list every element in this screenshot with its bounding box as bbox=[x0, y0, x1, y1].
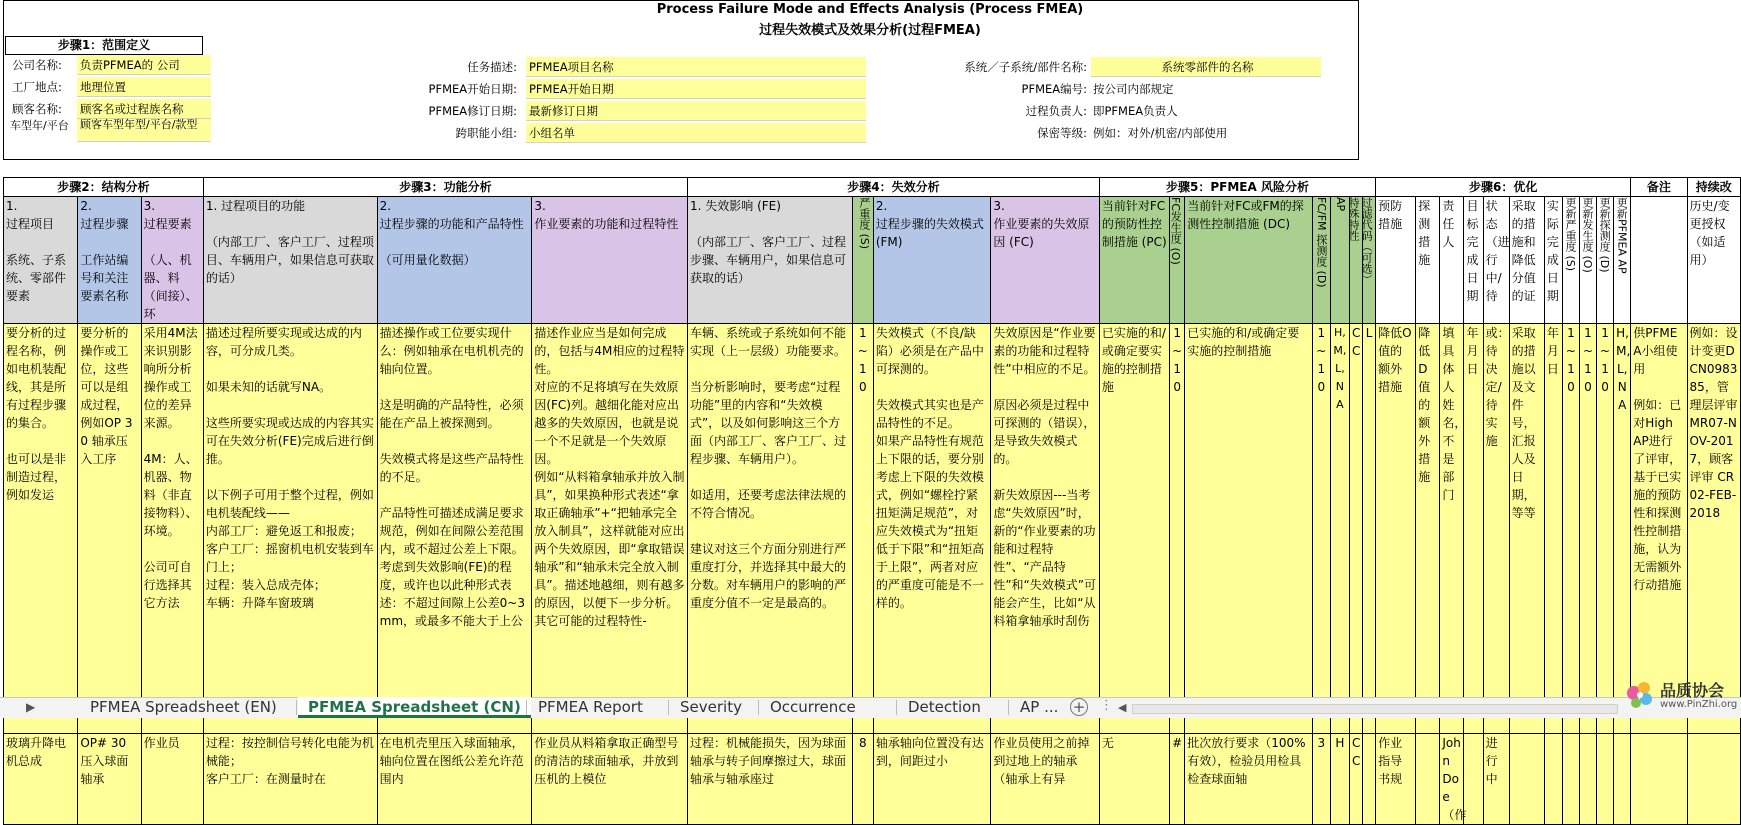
cell-filter-code[interactable]: L bbox=[1363, 324, 1376, 734]
team-label: 跨职能小组: bbox=[455, 126, 517, 140]
cell-ap[interactable]: H bbox=[1330, 734, 1349, 825]
col-step-function[interactable]: 2. 过程步骤的功能和产品特性 （可用量化数据） bbox=[377, 197, 532, 324]
cell-detection[interactable]: 1 ~ 1 0 bbox=[1312, 324, 1330, 734]
cell-new-ap[interactable] bbox=[1614, 734, 1631, 825]
col-filter-code[interactable]: 过滤代码（可选） bbox=[1363, 197, 1376, 324]
tab-pfmea-cn[interactable]: PFMEA Spreadsheet (CN) bbox=[298, 697, 531, 718]
cell-process-element[interactable]: 采用4M法来识别影响所分析操作或工位的差异来源。 4M：人、机器、物料（非直接物料）、环境。 公司可自行选择其它方法 bbox=[141, 324, 203, 734]
tab-divider bbox=[296, 700, 297, 715]
pfmea-table bbox=[3, 177, 1741, 825]
cell-new-ap[interactable]: H, M, L, N A bbox=[1614, 324, 1631, 734]
conf-label: 保密等级: bbox=[1037, 126, 1087, 140]
rev-label: PFMEA修订日期: bbox=[428, 104, 517, 118]
add-sheet-icon[interactable]: + bbox=[1070, 698, 1088, 716]
cell-detection-action[interactable] bbox=[1416, 734, 1440, 825]
task-label: 任务描述: bbox=[467, 60, 517, 74]
col-process-step[interactable]: 2. 过程步骤 工作站编号和关注要素名称 bbox=[78, 197, 141, 324]
tab-occurrence[interactable]: Occurrence bbox=[770, 698, 856, 716]
watermark-cn: 品质协会 bbox=[1660, 681, 1725, 700]
cell-failure-cause[interactable]: 作业员使用之前掉到过地上的轴承（轴承上有异 bbox=[991, 734, 1100, 825]
table-row bbox=[4, 324, 1741, 734]
plant-label: 工厂地点: bbox=[12, 80, 62, 94]
tab-ap[interactable]: AP ... bbox=[1020, 698, 1059, 716]
cell-history[interactable]: 例如：设计变更DCN098385，管理层评审MR07-NOV-2017，顾客评审 CR02-FEB-2018 bbox=[1687, 324, 1740, 734]
cell-failure-mode[interactable]: 失效模式（不良/缺陷）必须是在产品中可探测的。 失效模式其实也是产品特性的不足。 如果产品特性有规范上下限的话，要分别考虑上下限的失效模式，例如“螺栓拧紧扭矩满足规范”，对应失效模式为“扭矩低于下限”和“扭矩高于上限”，两者对应的严重度可能是不一样的。 bbox=[873, 324, 991, 734]
step2-header: 步骤2：结构分析 bbox=[4, 178, 204, 197]
company-cell[interactable]: 负责PFMEA的 公司 bbox=[77, 55, 211, 75]
system-label: 系统／子系统/部件名称: bbox=[964, 60, 1087, 74]
tab-divider bbox=[896, 700, 897, 715]
conf-cell[interactable]: 例如：对外/机密/内部使用 bbox=[1093, 126, 1228, 140]
col-completion-date[interactable]: 实际完成日期 bbox=[1544, 197, 1562, 324]
cell-severity[interactable]: 8 bbox=[852, 734, 873, 825]
cell-special-char[interactable]: C C bbox=[1349, 324, 1362, 734]
cell-process-item[interactable]: 要分析的过程名称，例如电机装配线，其是所有过程步骤的集合。 也可以是非制造过程，例如发运 bbox=[4, 324, 78, 734]
cell-target-date[interactable] bbox=[1464, 734, 1483, 825]
cell-process-element[interactable]: 作业员 bbox=[141, 734, 203, 825]
remarks-header: 备注 bbox=[1631, 178, 1687, 197]
model-cell[interactable]: 顾客车型年型/平台/款型 bbox=[77, 119, 211, 142]
col-prevention-control[interactable]: 当前针对FC的预防性控制措施 (PC) bbox=[1099, 197, 1169, 324]
col-detection-control[interactable]: 当前针对FC或FM的探测性控制措施 (DC) bbox=[1185, 197, 1313, 324]
table-row bbox=[4, 734, 1741, 825]
cell-prevention-control[interactable]: 已实施的和/或确定要实施的控制措施 bbox=[1099, 324, 1169, 734]
col-remarks[interactable] bbox=[1631, 197, 1687, 324]
cell-completion-date[interactable]: 年月日 bbox=[1544, 324, 1562, 734]
cell-process-step[interactable]: 要分析的操作或工位，这些可以是组成过程，例如OP 30 轴承压入工序 bbox=[78, 324, 141, 734]
team-cell[interactable]: 小组名单 bbox=[526, 123, 866, 143]
col-new-detection[interactable]: 更新探测度 (D) bbox=[1597, 197, 1614, 324]
cell-action-taken[interactable] bbox=[1509, 734, 1544, 825]
col-occurrence[interactable]: FC发生度 (O) bbox=[1170, 197, 1185, 324]
cell-step-function[interactable]: 描述操作或工位要实现什么：例如轴承在电机机壳的轴向位置。 这是明确的产品特性，必须能在产品上被探测到。 失效模式将是这些产品特性的不足。 产品特性可描述成满足要求规范，例如在间隙公差范围内，或不超过公差上下限。考虑到失效影响(FE)的程度，或许也以此种形式表述：不超过间隙上公差0~3mm，或最多不能大于上公 bbox=[377, 324, 532, 734]
cell-prevention-control[interactable]: 无 bbox=[1099, 734, 1169, 825]
col-detection-action[interactable]: 探测措施 bbox=[1416, 197, 1440, 324]
sheet-title-cn: 过程失效模式及效果分析(过程FMEA) bbox=[759, 23, 981, 38]
tab-pfmea-en[interactable]: PFMEA Spreadsheet (EN) bbox=[90, 698, 277, 716]
col-ap[interactable]: AP bbox=[1330, 197, 1349, 324]
cell-remarks[interactable]: 供PFMEA小组使用 例如：已对High AP进行了评审，基于已实施的预防性和探测性控制措施，认为无需额外行动措施 bbox=[1631, 324, 1687, 734]
cell-failure-effect[interactable]: 车辆、系统或子系统如何不能实现（上一层级）功能要求。 当分析影响时，要考虑“过程功能”里的内容和“失效模式”，以及如何影响这三个方面（内部工厂、客户工厂、过程步骤、车辆用户）。 如适用，还要考虑法律法规的不符合情况。 建议对这三个方面分别进行严重度打分，并选择其中最大的分数。对车辆用户的影响的严重度分值不一定是最高的。 bbox=[688, 324, 853, 734]
cell-severity[interactable]: 1 ~ 1 0 bbox=[852, 324, 873, 734]
cell-ap[interactable]: H, M, L, NA bbox=[1330, 324, 1349, 734]
step5-header: 步骤5：PFMEA 风险分析 bbox=[1099, 178, 1375, 197]
start-cell[interactable]: PFMEA开始日期 bbox=[526, 79, 866, 99]
cell-new-occurrence[interactable]: 1 ~ 1 0 bbox=[1579, 324, 1596, 734]
cell-step-function[interactable]: 在电机壳里压入球面轴承，轴向位置在图纸公差允许范围内 bbox=[377, 734, 532, 825]
col-history[interactable]: 历史/变更授权（如适用） bbox=[1687, 197, 1740, 324]
cell-element-function[interactable]: 描述作业应当是如何完成的，包括与4M相应的过程特性。 对应的不足将填写在失效原因(FC)列。越细化能对应出越多的失效原因，也就是说一个不足就是一个失效原因。 例如“从料箱拿轴承并放入制具”，如果换种形式表述“拿取正确轴承”+“把轴承完全放入制具”，这样就能对应出两个失效原因，即“拿取错误轴承”和“轴承未完全放入制具”。描述地越细，则有越多的原因，以便下一步分析。 其它可能的过程特性- bbox=[532, 324, 688, 734]
col-failure-effect[interactable]: 1. 失效影响 (FE) （内部工厂、客户工厂、过程步骤、车辆用户，如果信息可获取的话） bbox=[688, 197, 853, 324]
col-special-char[interactable]: 特殊特性 bbox=[1349, 197, 1362, 324]
cell-action-taken[interactable]: 采取的措施以及文件号，汇报人及日期，等等 bbox=[1509, 324, 1544, 734]
cell-detection-action[interactable]: 降低D值的额外措施 bbox=[1416, 324, 1440, 734]
cell-detection[interactable]: 3 bbox=[1312, 734, 1330, 825]
cell-filter-code[interactable] bbox=[1363, 734, 1376, 825]
cell-responsible[interactable]: John Doe（作 bbox=[1440, 734, 1464, 825]
tab-divider bbox=[758, 700, 759, 715]
col-responsible[interactable]: 责任人 bbox=[1440, 197, 1464, 324]
cell-element-function[interactable]: 作业员从料箱拿取正确型号的清洁的球面轴承，并放到压机的上模位 bbox=[532, 734, 688, 825]
step6-header: 步骤6：优化 bbox=[1376, 178, 1631, 197]
cell-prevention-action[interactable]: 降低O值的额外措施 bbox=[1376, 324, 1416, 734]
horizontal-scrollbar[interactable] bbox=[1132, 704, 1618, 714]
cell-new-detection[interactable]: 1 ~ 1 0 bbox=[1597, 324, 1614, 734]
model-label: 车型年/平台 bbox=[10, 119, 69, 132]
col-failure-mode[interactable]: 2. 过程步骤的失效模式 (FM) bbox=[873, 197, 991, 324]
sheet-title-en: Process Failure Mode and Effects Analysis (Process FMEA) bbox=[656, 2, 1084, 17]
col-target-date[interactable]: 目标完成日期 bbox=[1464, 197, 1483, 324]
cell-status[interactable]: 或：待决定/待实施 bbox=[1483, 324, 1509, 734]
start-label: PFMEA开始日期: bbox=[428, 82, 517, 96]
tab-pfmea-report[interactable]: PFMEA Report bbox=[538, 698, 643, 716]
id-label: PFMEA编号: bbox=[1021, 82, 1087, 96]
column-header-row bbox=[4, 197, 1741, 324]
cell-process-step[interactable]: OP# 30 压入球面轴承 bbox=[78, 734, 141, 825]
cell-remarks[interactable] bbox=[1631, 734, 1687, 825]
cell-item-function[interactable]: 描述过程所要实现或达成的内容，可分成几类。 如果未知的话就写NA。 这些所要实现或达成的内容其实可在失效分析(FE)完成后进行倒推。 以下例子可用于整个过程，例如电机装配线—— 内部工厂：避免返工和报废； 客户工厂：摇窗机电机安装到车门上； 过程：装入总成壳体； 车辆：升降车窗玻璃 bbox=[203, 324, 377, 734]
tab-divider bbox=[1008, 700, 1009, 715]
system-cell[interactable]: 系统零部件的名称 bbox=[1091, 57, 1321, 77]
rev-cell[interactable]: 最新修订日期 bbox=[526, 101, 866, 121]
flower-logo-icon bbox=[1620, 675, 1660, 715]
customer-label: 顾客名称: bbox=[12, 102, 62, 116]
cell-status[interactable]: 进行中 bbox=[1483, 734, 1509, 825]
col-action-taken[interactable]: 采取的措施和降低分值的证 bbox=[1509, 197, 1544, 324]
tab-severity[interactable]: Severity bbox=[680, 698, 742, 716]
tab-detection[interactable]: Detection bbox=[908, 698, 981, 716]
cell-detection-control[interactable]: 批次放行要求（100%有效），检验员用检具检查球面轴 bbox=[1185, 734, 1313, 825]
scroll-right-icon[interactable]: ▶ bbox=[26, 700, 36, 714]
col-detection[interactable]: FC/FM 探测度 (D) bbox=[1312, 197, 1330, 324]
cell-target-date[interactable]: 年月日 bbox=[1464, 324, 1483, 734]
col-process-item[interactable]: 1. 过程项目 系统、子系统、零部件要素 bbox=[4, 197, 78, 324]
owner-cell[interactable]: 即PFMEA负责人 bbox=[1093, 104, 1178, 118]
task-cell[interactable]: PFMEA项目名称 bbox=[526, 57, 866, 77]
col-failure-cause[interactable]: 3. 作业要素的失效原因 (FC) bbox=[991, 197, 1100, 324]
cell-special-char[interactable]: C C bbox=[1349, 734, 1362, 825]
col-new-occurrence[interactable]: 更新发生度 (O) bbox=[1579, 197, 1596, 324]
cell-failure-cause[interactable]: 失效原因是“作业要素的功能和过程特性”中相应的不足。 原因必须是过程中可探测的（错误），是导致失效模式的。 新失效原因---当考虑“失效原因”时，新的“作业要素的功能和过程特性”、“产品特性”和“失效模式”可能会产生，比如“从料箱拿轴承时刮伤 bbox=[991, 324, 1100, 734]
col-new-severity[interactable]: 更新严重度 (S) bbox=[1562, 197, 1579, 324]
cell-completion-date[interactable] bbox=[1544, 734, 1562, 825]
cell-occurrence[interactable]: 1 ~ 1 0 bbox=[1170, 324, 1185, 734]
cell-history[interactable] bbox=[1687, 734, 1740, 825]
cell-new-detection[interactable] bbox=[1597, 734, 1614, 825]
cell-prevention-action[interactable]: 作业指导书规 bbox=[1376, 734, 1416, 825]
cell-failure-effect[interactable]: 过程：机械能损失，因为球面轴承与转子间摩擦过大，球面轴承与轴承座过 bbox=[688, 734, 853, 825]
watermark-url: www.PinZhi.org bbox=[1660, 699, 1738, 710]
cell-occurrence[interactable]: # bbox=[1170, 734, 1185, 825]
cell-process-item[interactable]: 玻璃升降电机总成 bbox=[4, 734, 78, 825]
tab-divider bbox=[668, 700, 669, 715]
company-label: 公司名称: bbox=[12, 58, 62, 72]
step4-header: 步骤4：失效分析 bbox=[688, 178, 1100, 197]
col-status[interactable]: 状态（进行中/待 bbox=[1483, 197, 1509, 324]
plant-cell[interactable]: 地理位置 bbox=[77, 77, 211, 97]
step-header-row bbox=[4, 178, 1741, 197]
id-cell[interactable]: 按公司内部规定 bbox=[1093, 82, 1174, 96]
auth-header: 持续改 bbox=[1687, 178, 1740, 197]
cell-failure-mode[interactable]: 轴承轴向位置没有达到，间距过小 bbox=[873, 734, 991, 825]
scroll-left-icon[interactable]: ◀ bbox=[1118, 701, 1127, 714]
cell-new-occurrence[interactable] bbox=[1579, 734, 1596, 825]
cell-new-severity[interactable] bbox=[1562, 734, 1579, 825]
col-severity[interactable]: 严重度 (S) bbox=[852, 197, 873, 324]
col-prevention-action[interactable]: 预防措施 bbox=[1376, 197, 1416, 324]
cell-detection-control[interactable]: 已实施的和/或确定要实施的控制措施 bbox=[1185, 324, 1313, 734]
customer-cell[interactable]: 顾客名或过程族名称 bbox=[77, 99, 211, 119]
owner-label: 过程负责人: bbox=[1025, 104, 1087, 118]
step3-header: 步骤3：功能分析 bbox=[203, 178, 687, 197]
col-process-element[interactable]: 3. 过程要素 （人、机器、料（间接）、环 bbox=[141, 197, 203, 324]
pinzhi-logo bbox=[1620, 675, 1738, 715]
cell-item-function[interactable]: 过程：按控制信号转化电能为机械能； 客户工厂：在测量时在 bbox=[203, 734, 377, 825]
tab-divider bbox=[526, 700, 527, 715]
step1-label: 步骤1：范围定义 bbox=[5, 36, 203, 55]
col-item-function[interactable]: 1. 过程项目的功能 （内部工厂、客户工厂、过程项目、车辆用户，如果信息可获取的话） bbox=[203, 197, 377, 324]
col-element-function[interactable]: 3. 作业要素的功能和过程特性 bbox=[532, 197, 688, 324]
cell-responsible[interactable]: 填具体人姓名，不是部门 bbox=[1440, 324, 1464, 734]
cell-new-severity[interactable]: 1 ~ 1 0 bbox=[1562, 324, 1579, 734]
more-options-icon[interactable]: ⋮ bbox=[1100, 698, 1113, 713]
col-new-ap[interactable]: 更新PFMEA AP bbox=[1614, 197, 1631, 324]
